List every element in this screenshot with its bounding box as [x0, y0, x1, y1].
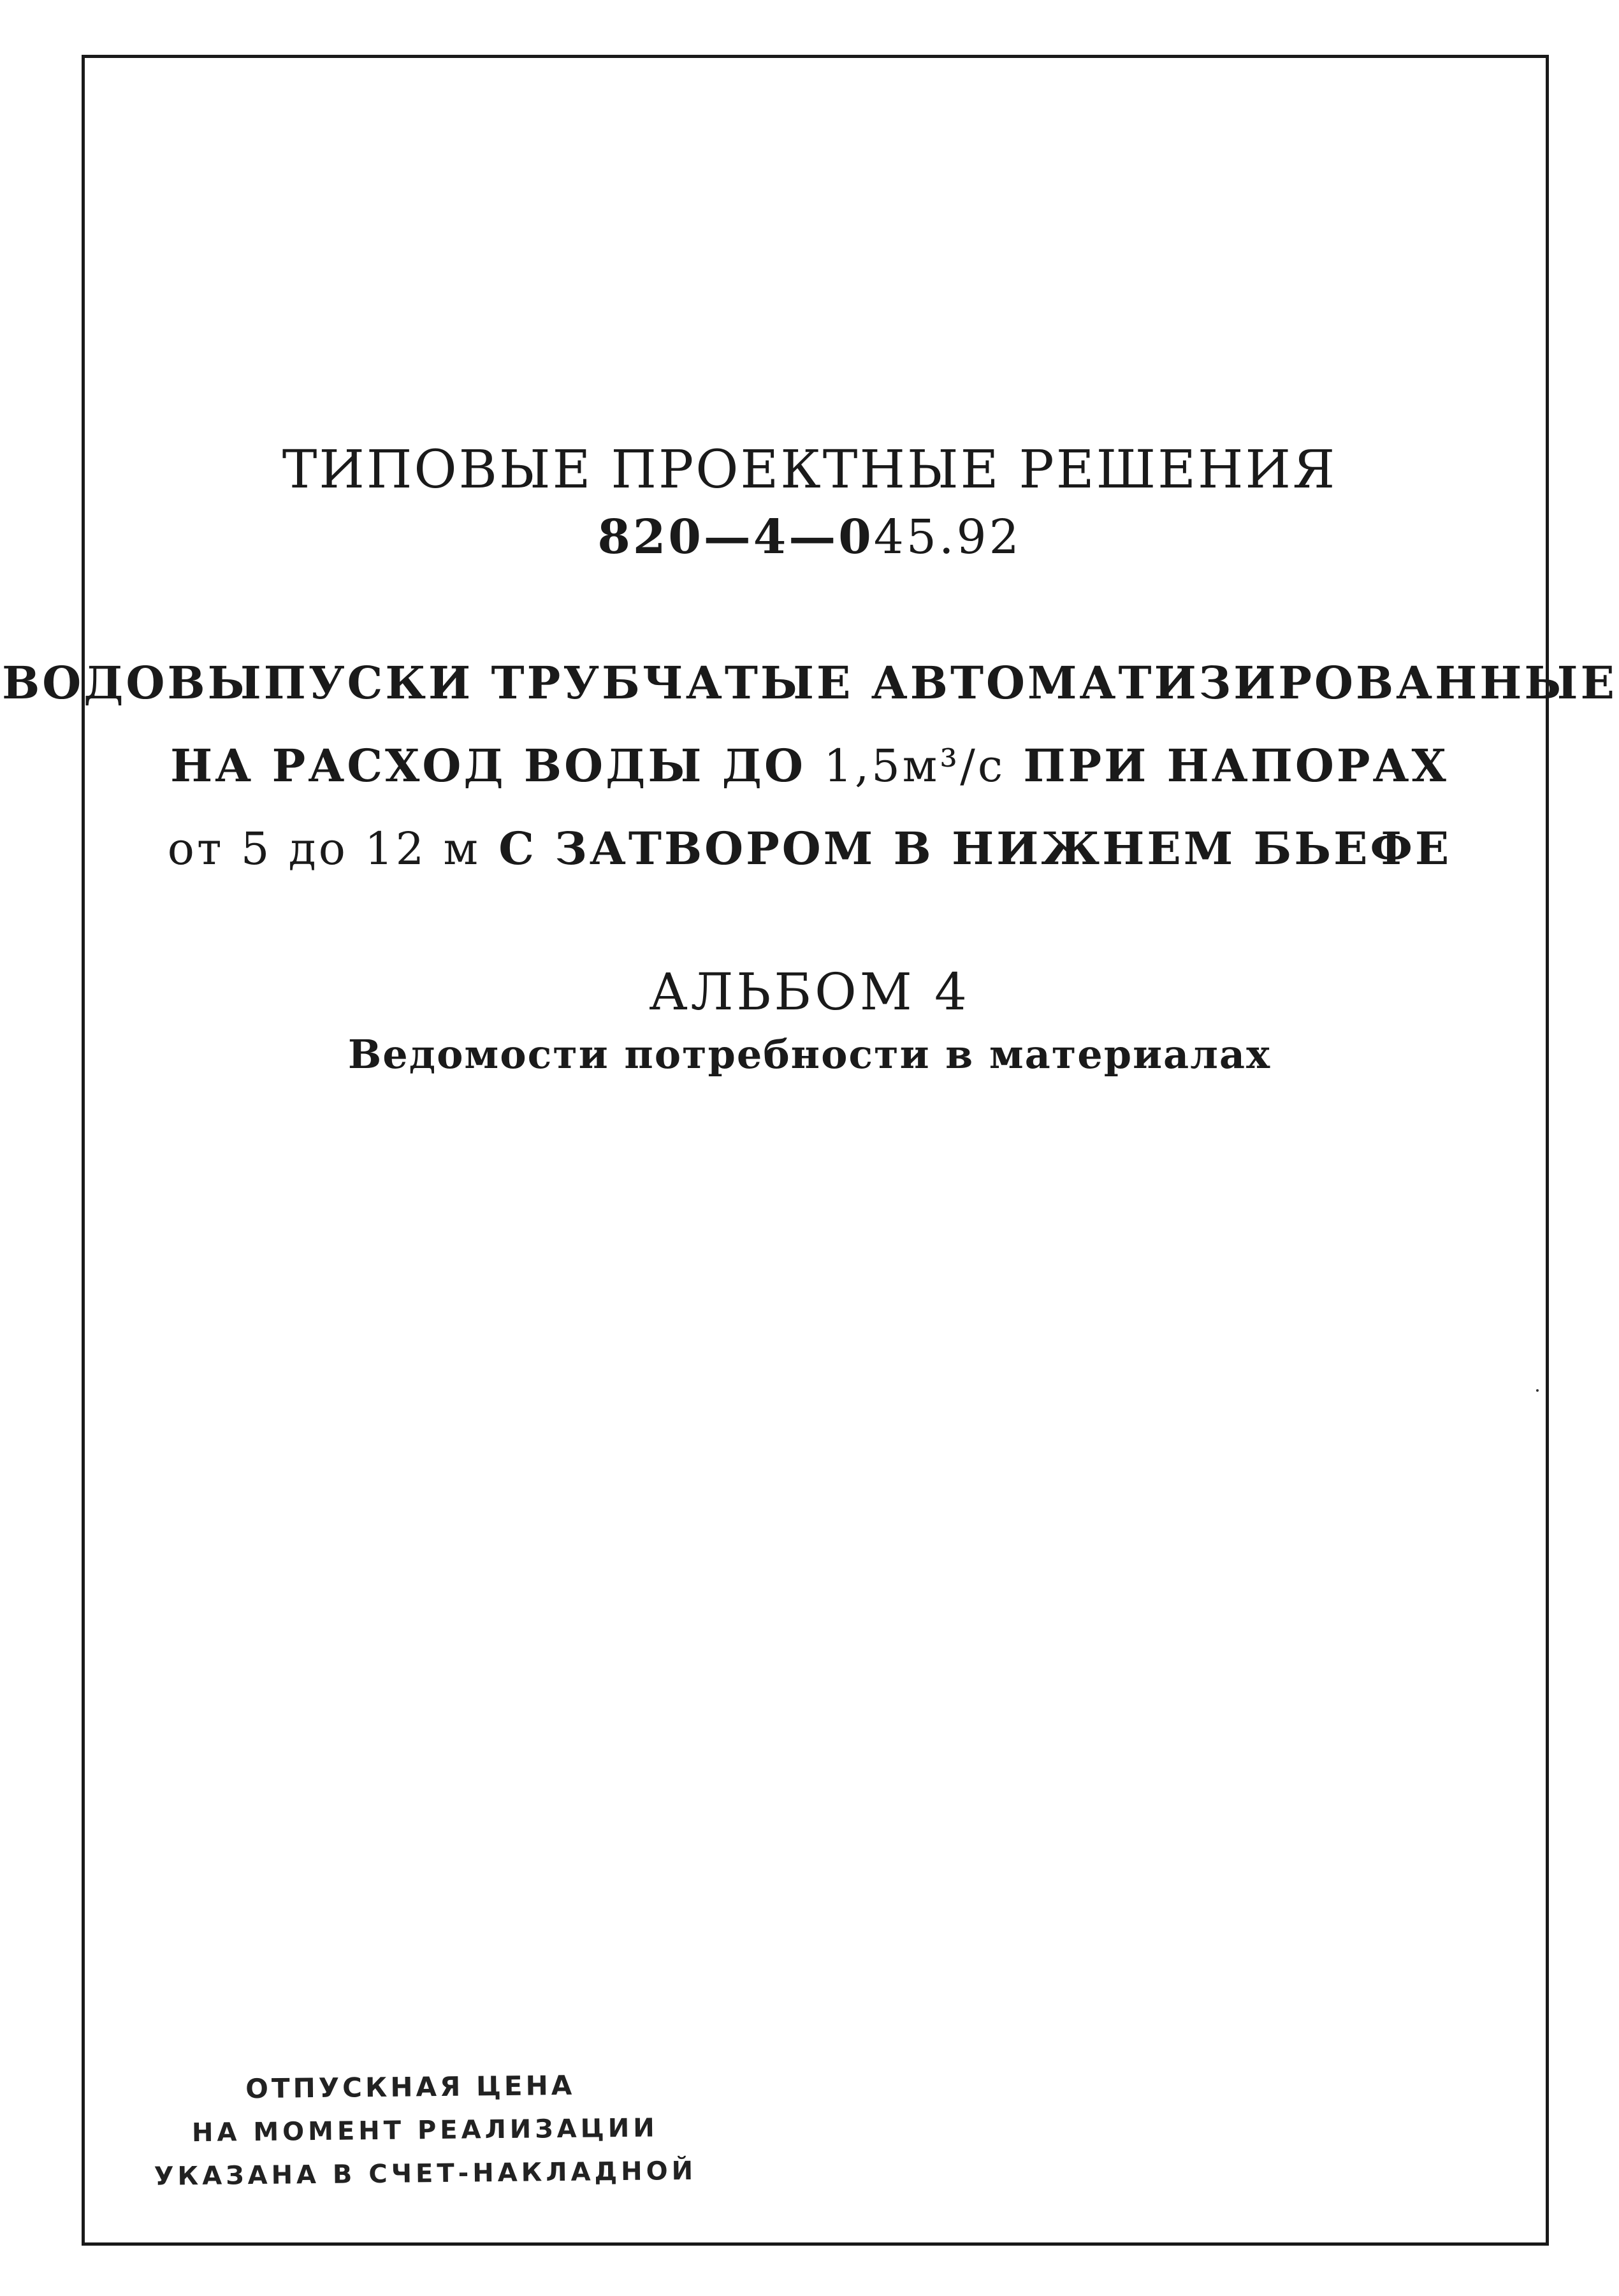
price-stamp-line-3: УКАЗАНА В СЧЕТ-НАКЛАДНОЙ — [154, 2156, 697, 2191]
title-line-2 — [0, 739, 1619, 792]
price-stamp-line-1: ОТПУСКНАЯ ЦЕНА — [245, 2069, 576, 2105]
title-line-1: ВОДОВЫПУСКИ ТРУБЧАТЫЕ АВТОМАТИЗИРОВАННЫЕ — [2, 656, 1617, 709]
album-subtitle: Ведомости потребности в материалах — [347, 1031, 1272, 1078]
document-code — [0, 510, 1619, 565]
series-heading: ТИПОВЫЕ ПРОЕКТНЫЕ РЕШЕНИЯ — [282, 440, 1337, 500]
title-line-2-part-a: НА РАСХОД ВОДЫ ДО — [170, 739, 824, 792]
title-line-2-flow-value: 1,5м³/с — [824, 740, 1006, 792]
title-line-3-rest: С ЗАТВОРОМ В НИЖНЕМ БЬЕФЕ — [480, 822, 1452, 875]
title-line-2-part-c: ПРИ НАПОРАХ — [1005, 739, 1449, 792]
page-border-frame — [82, 55, 1549, 2246]
title-line-3-range: от 5 до 12 м — [167, 823, 481, 875]
price-stamp-line-2: НА МОМЕНТ РЕАЛИЗАЦИИ — [191, 2113, 658, 2148]
scan-speck — [1536, 1389, 1539, 1392]
album-label: АЛЬБОМ 4 — [649, 962, 970, 1022]
title-line-3 — [0, 822, 1619, 875]
document-code-main: 820—4—0 — [597, 510, 874, 565]
document-code-tail: 45.92 — [873, 510, 1022, 565]
